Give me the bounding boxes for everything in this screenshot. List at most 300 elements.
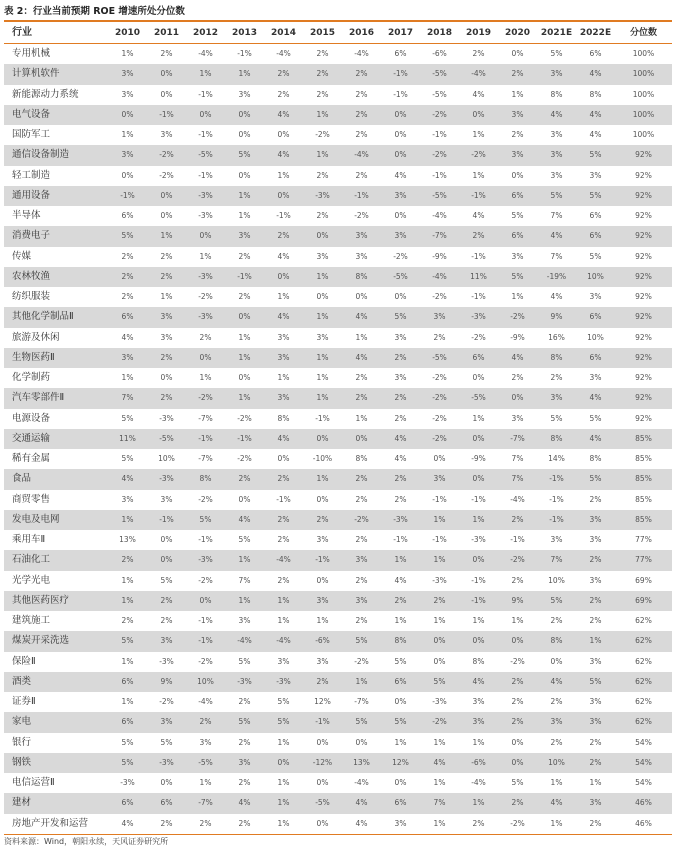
- growth-cell: 8%: [381, 631, 420, 651]
- growth-cell: 1%: [199, 251, 212, 261]
- industry-name: 生物医药Ⅱ: [4, 348, 108, 368]
- growth-cell: -1%: [510, 535, 525, 545]
- growth-cell: 2%: [355, 494, 368, 504]
- percentile-cell: 92%: [615, 226, 672, 246]
- growth-cell: -1%: [537, 510, 576, 530]
- growth-cell: 2%: [160, 49, 173, 59]
- column-header: 分位数: [615, 21, 672, 44]
- growth-cell: -1%: [225, 429, 264, 449]
- growth-cell: 3%: [342, 591, 381, 611]
- table-row: [4, 145, 672, 165]
- growth-cell: 6%: [589, 211, 602, 221]
- growth-cell: 0%: [433, 454, 446, 464]
- growth-cell: 4%: [342, 793, 381, 813]
- growth-cell: 8%: [342, 267, 381, 287]
- percentile-cell: 92%: [615, 388, 672, 408]
- table-row: [4, 287, 672, 307]
- percentile-cell: 100%: [632, 130, 655, 140]
- growth-cell: 1%: [459, 793, 498, 813]
- growth-cell: -1%: [393, 89, 408, 99]
- growth-cell: 1%: [550, 778, 563, 788]
- column-header: 2013: [225, 21, 264, 44]
- industry-name: 乘用车Ⅱ: [12, 534, 46, 546]
- growth-cell: 2%: [199, 332, 212, 342]
- industry-name: 通信设备制造: [4, 145, 108, 165]
- growth-cell: 1%: [303, 105, 342, 125]
- growth-cell: 11%: [108, 429, 147, 449]
- growth-cell: 5%: [225, 145, 264, 165]
- growth-cell: -3%: [225, 672, 264, 692]
- growth-cell: 1%: [186, 64, 225, 84]
- growth-cell: -4%: [510, 494, 525, 504]
- growth-cell: 4%: [537, 105, 576, 125]
- growth-cell: -1%: [225, 267, 264, 287]
- table-row: [4, 550, 672, 570]
- growth-cell: 3%: [550, 130, 563, 140]
- growth-cell: 2%: [303, 672, 342, 692]
- growth-cell: 8%: [355, 454, 368, 464]
- table-row: [4, 226, 672, 246]
- column-header: 2014: [264, 21, 303, 44]
- growth-cell: 0%: [355, 737, 368, 747]
- growth-cell: -1%: [108, 186, 147, 206]
- growth-cell: -2%: [159, 697, 174, 707]
- growth-cell: 3%: [199, 737, 212, 747]
- growth-cell: 2%: [121, 251, 134, 261]
- growth-cell: 5%: [589, 251, 602, 261]
- growth-cell: -2%: [315, 130, 330, 140]
- growth-cell: -9%: [471, 454, 486, 464]
- growth-cell: 0%: [238, 373, 251, 383]
- growth-cell: -9%: [510, 332, 525, 342]
- growth-cell: -2%: [198, 656, 213, 666]
- growth-cell: 10%: [576, 267, 615, 287]
- table-row: [4, 85, 672, 105]
- growth-cell: 5%: [342, 712, 381, 732]
- growth-cell: 1%: [472, 130, 485, 140]
- growth-cell: 6%: [459, 348, 498, 368]
- growth-cell: 4%: [381, 429, 420, 449]
- percentile-cell: 92%: [615, 348, 672, 368]
- growth-cell: 3%: [537, 712, 576, 732]
- growth-cell: 1%: [225, 550, 264, 570]
- growth-cell: -1%: [315, 413, 330, 423]
- growth-cell: -19%: [537, 267, 576, 287]
- growth-cell: 0%: [147, 64, 186, 84]
- growth-cell: 2%: [342, 105, 381, 125]
- growth-cell: -5%: [303, 793, 342, 813]
- growth-cell: 1%: [238, 211, 251, 221]
- table-row: [4, 490, 672, 510]
- growth-cell: 2%: [472, 49, 485, 59]
- growth-cell: -1%: [393, 535, 408, 545]
- growth-cell: 5%: [576, 145, 615, 165]
- growth-cell: 1%: [511, 616, 524, 626]
- growth-cell: 0%: [160, 778, 173, 788]
- table-row: [4, 449, 672, 469]
- growth-cell: 5%: [108, 631, 147, 651]
- growth-cell: 0%: [498, 753, 537, 773]
- growth-cell: -4%: [354, 49, 369, 59]
- growth-cell: -1%: [459, 591, 498, 611]
- growth-cell: 0%: [225, 105, 264, 125]
- growth-cell: 8%: [277, 413, 290, 423]
- growth-cell: 2%: [511, 373, 524, 383]
- growth-cell: 5%: [160, 575, 173, 585]
- percentile-cell: 85%: [635, 454, 652, 464]
- growth-cell: 3%: [589, 292, 602, 302]
- column-header: 2021E: [537, 21, 576, 44]
- growth-cell: 0%: [472, 373, 485, 383]
- growth-cell: 5%: [537, 186, 576, 206]
- percentile-cell: 100%: [632, 49, 655, 59]
- growth-cell: 0%: [316, 292, 329, 302]
- growth-cell: 5%: [342, 631, 381, 651]
- growth-cell: -3%: [432, 697, 447, 707]
- table-row: [4, 712, 672, 732]
- industry-name: 化学制药: [12, 372, 51, 384]
- growth-cell: 0%: [498, 388, 537, 408]
- industry-name: 建筑施工: [12, 615, 51, 627]
- growth-cell: -1%: [342, 186, 381, 206]
- growth-cell: 7%: [420, 793, 459, 813]
- growth-cell: 0%: [303, 814, 342, 835]
- growth-cell: 5%: [576, 672, 615, 692]
- table-row: [4, 510, 672, 530]
- growth-cell: -1%: [147, 105, 186, 125]
- growth-cell: -1%: [276, 211, 291, 221]
- growth-cell: 4%: [537, 793, 576, 813]
- growth-cell: 2%: [459, 814, 498, 835]
- growth-cell: 2%: [342, 64, 381, 84]
- growth-cell: 1%: [264, 814, 303, 835]
- percentile-cell: 62%: [635, 616, 652, 626]
- growth-cell: 2%: [147, 348, 186, 368]
- growth-cell: 5%: [238, 656, 251, 666]
- growth-cell: 3%: [589, 373, 602, 383]
- growth-cell: -1%: [471, 251, 486, 261]
- growth-cell: 0%: [264, 186, 303, 206]
- growth-cell: -1%: [432, 535, 447, 545]
- growth-cell: 1%: [537, 814, 576, 835]
- growth-cell: 3%: [147, 307, 186, 327]
- growth-cell: 10%: [537, 753, 576, 773]
- growth-cell: 0%: [459, 469, 498, 489]
- growth-cell: 1%: [121, 697, 134, 707]
- growth-cell: 3%: [108, 348, 147, 368]
- growth-cell: -2%: [432, 292, 447, 302]
- growth-cell: 12%: [314, 697, 331, 707]
- growth-cell: 4%: [342, 348, 381, 368]
- growth-cell: -2%: [420, 388, 459, 408]
- growth-cell: 0%: [186, 348, 225, 368]
- table-row: [4, 631, 672, 651]
- growth-cell: -1%: [186, 631, 225, 651]
- growth-cell: -7%: [198, 413, 213, 423]
- industry-name: 汽车零部件Ⅱ: [4, 388, 108, 408]
- table-row: [4, 753, 672, 773]
- growth-cell: 3%: [381, 186, 420, 206]
- table-row: [4, 591, 672, 611]
- industry-name: 保险Ⅱ: [12, 655, 36, 667]
- growth-cell: 5%: [121, 454, 134, 464]
- growth-cell: 1%: [303, 348, 342, 368]
- growth-cell: -4%: [471, 778, 486, 788]
- growth-cell: -7%: [498, 429, 537, 449]
- growth-cell: 2%: [186, 712, 225, 732]
- growth-cell: 3%: [225, 226, 264, 246]
- growth-cell: 4%: [472, 89, 485, 99]
- growth-cell: 3%: [160, 130, 173, 140]
- growth-cell: 2%: [264, 226, 303, 246]
- growth-cell: 1%: [394, 616, 407, 626]
- table-row: [4, 206, 672, 226]
- growth-cell: 6%: [108, 307, 147, 327]
- column-header: 2015: [303, 21, 342, 44]
- industry-name: 其他化学制品Ⅱ: [4, 307, 108, 327]
- industry-name: 纺织服装: [12, 291, 51, 303]
- growth-cell: 5%: [277, 697, 290, 707]
- growth-cell: 6%: [147, 793, 186, 813]
- growth-cell: 0%: [316, 778, 329, 788]
- growth-cell: 3%: [589, 170, 602, 180]
- growth-cell: 0%: [186, 591, 225, 611]
- growth-cell: 1%: [108, 510, 147, 530]
- growth-cell: 2%: [147, 591, 186, 611]
- growth-cell: 0%: [303, 429, 342, 449]
- growth-cell: 5%: [511, 778, 524, 788]
- growth-cell: 1%: [108, 591, 147, 611]
- growth-cell: 3%: [277, 656, 290, 666]
- industry-name: 光学光电: [12, 574, 51, 586]
- growth-cell: 1%: [264, 793, 303, 813]
- growth-cell: -5%: [186, 753, 225, 773]
- growth-cell: 2%: [121, 292, 134, 302]
- table-row: [4, 692, 672, 712]
- growth-cell: -2%: [432, 413, 447, 423]
- growth-cell: 6%: [381, 672, 420, 692]
- growth-cell: 8%: [537, 348, 576, 368]
- growth-cell: 8%: [472, 656, 485, 666]
- growth-cell: 1%: [472, 737, 485, 747]
- growth-cell: 1%: [225, 186, 264, 206]
- growth-cell: 0%: [511, 49, 524, 59]
- growth-cell: 7%: [537, 550, 576, 570]
- column-header-industry: 行业: [4, 21, 108, 44]
- growth-cell: -3%: [186, 267, 225, 287]
- source-note: 资料来源：Wind，朝阳永续，天风证券研究所: [4, 837, 169, 846]
- growth-cell: 4%: [576, 429, 615, 449]
- table-row: [4, 388, 672, 408]
- growth-cell: 2%: [589, 616, 602, 626]
- industry-name: 电气设备: [4, 105, 108, 125]
- growth-cell: 10%: [587, 332, 604, 342]
- growth-cell: 7%: [498, 469, 537, 489]
- growth-cell: 1%: [316, 616, 329, 626]
- percentile-cell: 46%: [615, 814, 672, 835]
- industry-name: 电源设备: [12, 412, 51, 424]
- table-row: [4, 530, 672, 550]
- growth-cell: 0%: [394, 211, 407, 221]
- industry-name: 证券Ⅱ: [12, 696, 36, 708]
- growth-cell: 4%: [550, 292, 563, 302]
- industry-name: 专用机械: [12, 48, 51, 60]
- percentile-cell: 54%: [635, 737, 652, 747]
- industry-name: 银行: [12, 736, 32, 748]
- roe-percentile-table: [4, 20, 672, 835]
- growth-cell: 4%: [264, 145, 303, 165]
- growth-cell: 1%: [303, 388, 342, 408]
- growth-cell: 3%: [472, 697, 485, 707]
- growth-cell: 4%: [537, 672, 576, 692]
- growth-cell: 8%: [537, 429, 576, 449]
- growth-cell: 0%: [316, 737, 329, 747]
- growth-cell: 0%: [459, 550, 498, 570]
- growth-cell: 3%: [264, 388, 303, 408]
- growth-cell: -1%: [198, 535, 213, 545]
- table-row: [4, 733, 672, 753]
- growth-cell: 3%: [342, 550, 381, 570]
- growth-cell: -3%: [147, 469, 186, 489]
- growth-cell: 8%: [589, 89, 602, 99]
- industry-name: 房地产开发和运营: [4, 814, 108, 835]
- growth-cell: 4%: [264, 307, 303, 327]
- industry-name: 计算机软件: [4, 64, 108, 84]
- growth-cell: 1%: [277, 292, 290, 302]
- column-header: 2019: [459, 21, 498, 44]
- table-header: [4, 21, 672, 44]
- growth-cell: 4%: [394, 454, 407, 464]
- growth-cell: 3%: [498, 105, 537, 125]
- growth-cell: 1%: [147, 226, 186, 246]
- growth-cell: 0%: [381, 105, 420, 125]
- growth-cell: 0%: [394, 697, 407, 707]
- growth-cell: 1%: [121, 373, 134, 383]
- growth-cell: 2%: [277, 89, 290, 99]
- growth-cell: 3%: [576, 793, 615, 813]
- growth-cell: -5%: [459, 388, 498, 408]
- growth-cell: 1%: [303, 145, 342, 165]
- growth-cell: 2%: [394, 413, 407, 423]
- growth-cell: -1%: [549, 494, 564, 504]
- growth-cell: 16%: [548, 332, 565, 342]
- column-header: 2017: [381, 21, 420, 44]
- percentile-cell: 92%: [635, 292, 652, 302]
- growth-cell: 1%: [420, 814, 459, 835]
- percentile-cell: 62%: [615, 672, 672, 692]
- industry-name: 煤炭开采洗选: [4, 631, 108, 651]
- growth-cell: 3%: [160, 332, 173, 342]
- growth-cell: 0%: [459, 105, 498, 125]
- growth-cell: 2%: [238, 251, 251, 261]
- industry-name: 食品: [4, 469, 108, 489]
- growth-cell: 4%: [394, 170, 407, 180]
- growth-cell: 2%: [589, 494, 602, 504]
- growth-cell: 6%: [498, 226, 537, 246]
- percentile-cell: 100%: [632, 89, 655, 99]
- growth-cell: 3%: [498, 145, 537, 165]
- growth-cell: 5%: [381, 307, 420, 327]
- growth-cell: 4%: [537, 226, 576, 246]
- growth-cell: -2%: [498, 550, 537, 570]
- growth-cell: 2%: [264, 64, 303, 84]
- percentile-cell: 92%: [615, 307, 672, 327]
- growth-cell: 0%: [186, 105, 225, 125]
- growth-cell: 8%: [589, 454, 602, 464]
- percentile-cell: 92%: [635, 332, 652, 342]
- growth-cell: 5%: [576, 469, 615, 489]
- growth-cell: 2%: [576, 550, 615, 570]
- growth-cell: 0%: [186, 226, 225, 246]
- growth-cell: 3%: [394, 373, 407, 383]
- growth-cell: 1%: [459, 510, 498, 530]
- growth-cell: 3%: [537, 64, 576, 84]
- growth-cell: -2%: [498, 814, 537, 835]
- growth-cell: 2%: [238, 778, 251, 788]
- table-row: [4, 429, 672, 449]
- percentile-cell: 77%: [635, 535, 652, 545]
- growth-cell: -1%: [276, 494, 291, 504]
- growth-cell: -2%: [147, 145, 186, 165]
- growth-cell: 6%: [108, 793, 147, 813]
- growth-cell: 1%: [264, 591, 303, 611]
- growth-cell: 4%: [342, 814, 381, 835]
- growth-cell: 8%: [186, 469, 225, 489]
- growth-cell: -2%: [420, 712, 459, 732]
- growth-cell: 1%: [303, 469, 342, 489]
- growth-cell: 1%: [576, 631, 615, 651]
- growth-cell: 1%: [381, 550, 420, 570]
- growth-cell: 1%: [121, 656, 134, 666]
- growth-cell: 5%: [394, 656, 407, 666]
- growth-cell: -5%: [147, 429, 186, 449]
- growth-cell: 2%: [381, 388, 420, 408]
- growth-cell: 2%: [576, 591, 615, 611]
- column-header: 2018: [420, 21, 459, 44]
- growth-cell: 3%: [420, 307, 459, 327]
- growth-cell: 9%: [537, 307, 576, 327]
- growth-cell: -2%: [420, 105, 459, 125]
- growth-cell: 3%: [316, 656, 329, 666]
- table-row: [4, 44, 672, 65]
- header-row: [4, 21, 672, 44]
- growth-cell: 3%: [355, 251, 368, 261]
- growth-cell: 1%: [199, 778, 212, 788]
- industry-name: 通用设备: [4, 186, 108, 206]
- growth-cell: 6%: [576, 307, 615, 327]
- growth-cell: -1%: [303, 712, 342, 732]
- growth-cell: 2%: [160, 616, 173, 626]
- growth-cell: 1%: [277, 170, 290, 180]
- growth-cell: 6%: [498, 186, 537, 206]
- growth-cell: -1%: [237, 49, 252, 59]
- growth-cell: 4%: [108, 469, 147, 489]
- growth-cell: 1%: [303, 267, 342, 287]
- growth-cell: -3%: [186, 307, 225, 327]
- growth-cell: 6%: [576, 348, 615, 368]
- growth-cell: 2%: [147, 267, 186, 287]
- growth-cell: 5%: [550, 49, 563, 59]
- growth-cell: 0%: [459, 429, 498, 449]
- growth-cell: 4%: [225, 793, 264, 813]
- growth-cell: 2%: [121, 616, 134, 626]
- growth-cell: 1%: [277, 778, 290, 788]
- percentile-cell: 92%: [615, 145, 672, 165]
- growth-cell: 0%: [121, 170, 134, 180]
- growth-cell: 3%: [342, 226, 381, 246]
- growth-cell: 5%: [108, 226, 147, 246]
- growth-cell: 3%: [316, 535, 329, 545]
